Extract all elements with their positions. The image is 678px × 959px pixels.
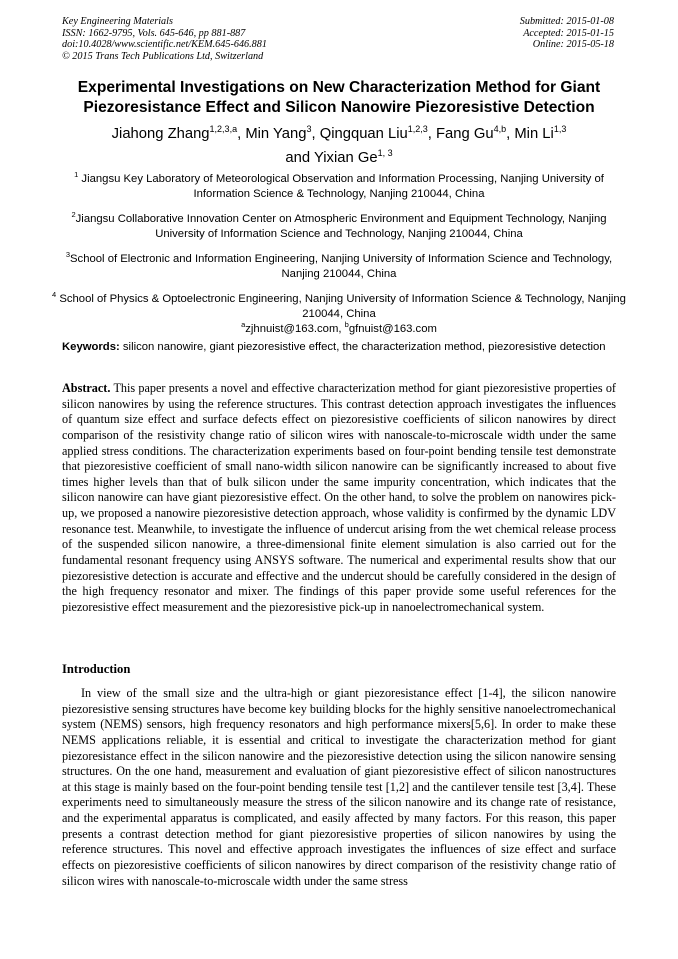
journal-name: Key Engineering Materials [62, 16, 173, 27]
author-affiliation-mark: 4,b [493, 124, 507, 134]
author: Min Yang$^3$, [245, 124, 320, 142]
author-affiliation-mark: 1,2,3 [407, 124, 428, 134]
affiliation: $^4$ School of Physics & Optoelectronic Engineering, Nanjing University of Information Science & Technology, Nanjing 210044, China [52, 290, 626, 320]
section-heading: Introduction [62, 662, 131, 676]
introduction-paragraph: In view of the small size and the ultra-high or giant piezoresistance effect [1-4], the silicon nanowire piezoresistive sensing structures have become key building blocks for the highly sensitive nanoelectromechanical system (NEMS) sensors, high frequency resonators and high performance mixers[5,6]. In order to make these NEMS applications reliable, it is essential and critical to investigate the characterization method for giant piezoresistance effect in the silicon nanowire and the piezoresistive detection using the silicon nanowire sensing structures. On the one hand, measurement and evaluation of giant piezoresistive effect of silicon nanostructures at this stage is mainly based on the four-point bending tensile test [1,2] and the cantilever tensile test [3,4]. These experiments need to simultaneously measure the stress of the silicon nanowire and its change rate of resistance, and the experimental apparatus is complicated, and easily affected by many factors. For this reason, this paper presents a contrast detection method for giant piezoresistive properties of silicon nanowires by using the reference structures. This novel and effective approach investigates the influences of size effect and surface effects on piezoresistive coefficients of silicon nanowires by direct comparison of the resistivity change ratio of silicon wires with nanoscale-to-microscale width under the same stress [62, 686, 616, 888]
affiliations [52, 172, 626, 337]
paper-title: Experimental Investigations on New Characterization Method for Giant Piezoresistance Effect and Silicon Nanowire Piezoresistive Detection [77, 79, 601, 116]
author-emails: $^a$zjhnuist@163.com, $^b$gfnuist@163.com [241, 320, 437, 335]
keywords-text: silicon nanowire, giant piezoresistive effect, the characterization method, piezoresistive detection [119, 341, 606, 353]
accepted-date: Accepted: 2015-01-15 [523, 27, 614, 39]
abstract-text: This paper presents a novel and effective characterization method for giant piezoresistive properties of silicon nanowires by using the reference structures. This contrast detection approach investigates the influences of quantum size effect and surface defects effect on piezoresistive coefficients of silicon nanowires by direct comparison of the resistivity change ratio of silicon wires with nanoscale-to-microscale width under the same applied stress conditions. The characterization experiments based on four-point bending tensile test demonstrate that piezoresistive coefficient of small nano-width silicon nanowire can be significantly increased to about five times higher levels than that of bulk silicon under the same impurity concentration, which indicates that the silicon nanowire can have giant piezoresistive effect. On the other hand, to solve the problem on nanowires pick-up, we proposed a nanowire piezoresistive detection approach, whose validity is confirmed by the dynamic LDV resonance test. Meanwhile, to investigate the influence of undercut arising from the wet chemical release process of the suspended silicon nanowire, a three-dimensional finite element simulation is also carried out for the fundamental resonant frequency using ANSYS software. The numerical and experimental results show that our piezoresistive detection is accurate and effective and the undercut should be carefully considered in the design of the high frequency resonator and mixer. The findings of this paper provide some useful references for the piezoresistive effect measurement and the piezoresistive pick-up in nanoelectromechanical system. [62, 381, 616, 614]
author-affiliation-mark: 1,2,3,a [209, 124, 238, 134]
email-link[interactable]: gfnuist@163.com [348, 323, 437, 335]
journal-copyright: © 2015 Trans Tech Publications Ltd, Switzerland [62, 50, 264, 62]
journal-issn: ISSN: 1662-9795, Vols. 645-646, pp 881-887 [62, 27, 246, 39]
author: Fang Gu$^{4,b}$, [436, 124, 515, 142]
abstract [62, 381, 616, 615]
abstract-label: Abstract. [62, 381, 111, 395]
dates-header [520, 16, 614, 51]
affiliation: $^2$Jiangsu Collaborative Innovation Center on Atmospheric Environment and Equipment Technology, Nanjing University of Information Science and Technology, Nanjing 210044, China [71, 210, 607, 240]
author-affiliation-mark: 3 [306, 124, 312, 134]
email-link[interactable]: zjhnuist@163.com, [245, 323, 345, 335]
author-affiliation-mark: 1,3 [553, 124, 567, 134]
author-affiliation-mark: 1, 3 [377, 148, 393, 158]
online-date: Online: 2015-05-18 [532, 39, 614, 51]
author: Min Li$^{1,3}$ [514, 124, 567, 142]
keywords-label: Keywords: [62, 341, 120, 353]
journal-doi: doi:10.4028/www.scientific.net/KEM.645-646.881 [62, 39, 267, 51]
journal-header [62, 16, 267, 62]
author-list [40, 122, 638, 170]
affiliation: $^3$School of Electronic and Information Engineering, Nanjing University of Information Science and Technology, Nanjing 210044, China [65, 250, 613, 280]
submitted-date: Submitted: 2015-01-08 [519, 16, 614, 27]
author: and Yixian Ge$^{1, 3}$ [285, 148, 393, 166]
author: Jiahong Zhang$^{1,2,3,a}$, [111, 124, 246, 142]
author: Qingquan Liu$^{1,2,3}$, [319, 124, 437, 142]
affiliation: $^1$ Jiangsu Key Laboratory of Meteorological Observation and Information Processing, Nanjing University of Information Science & Technology, Nanjing 210044, China [74, 170, 604, 200]
keywords [62, 340, 616, 355]
